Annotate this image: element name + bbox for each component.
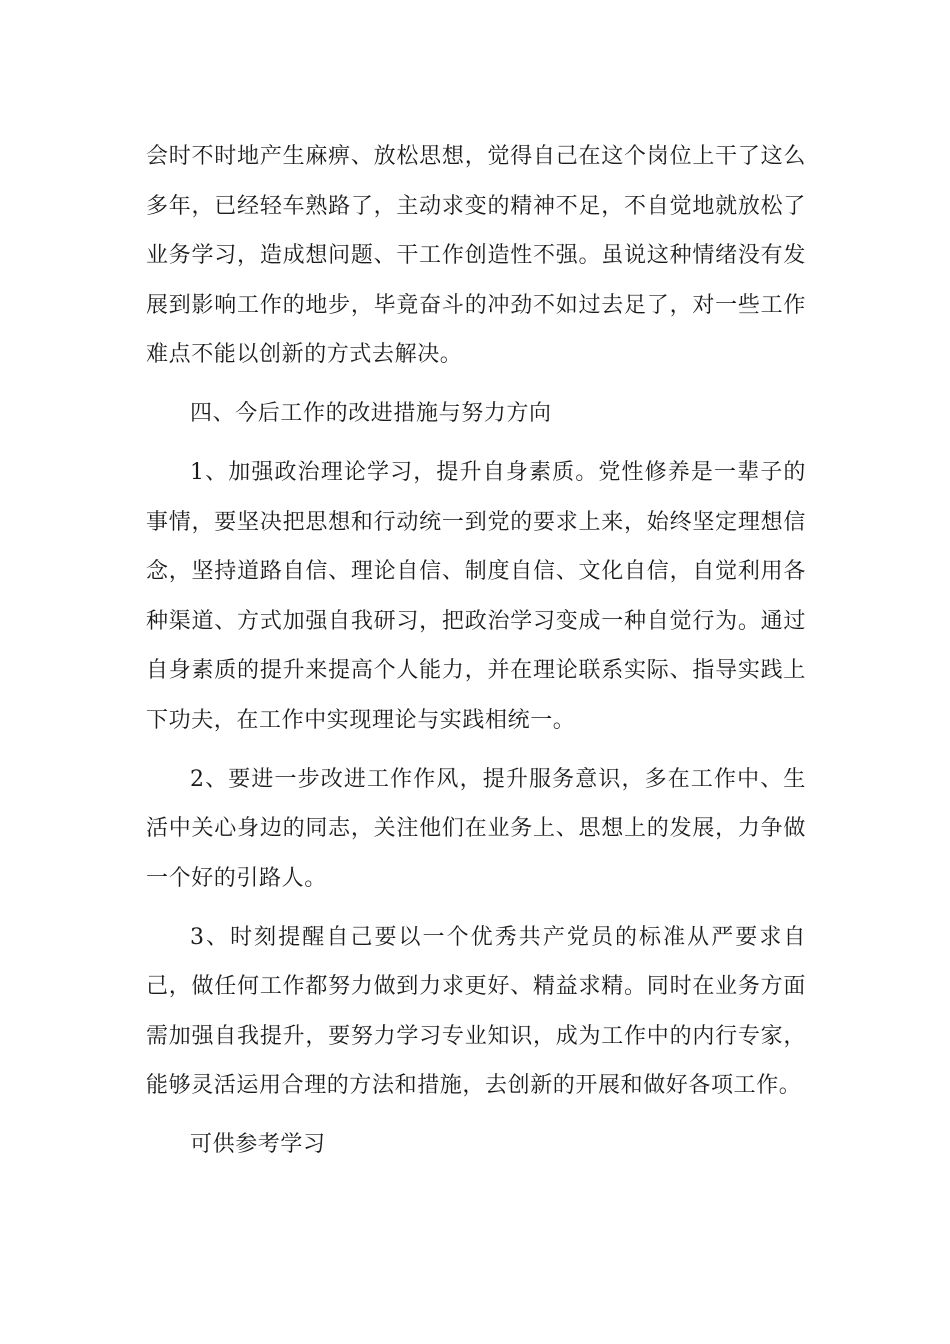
paragraph-item-2: 2、要进一步改进工作作风，提升服务意识，多在工作中、生活中关心身边的同志，关注他们在业务上、思想上的发展，力争做一个好的引路人。 (146, 766, 806, 891)
paragraph-item-3: 3、时刻提醒自己要以一个优秀共产党员的标准从严要求自己，做任何工作都努力做到力求更好、精益求精。同时在业务方面需加强自我提升，要努力学习专业知识，成为工作中的内行专家，能够灵活运用合理的方法和措施，去创新的开展和做好各项工作。 (146, 924, 806, 1098)
section-heading: 四、今后工作的改进措施与努力方向 (190, 401, 552, 426)
paragraph-continuation: 会时不时地产生麻痹、放松思想，觉得自己在这个岗位上干了这么多年，已经轻车熟路了，主动求变的精神不足，不自觉地就放松了业务学习，造成想问题、干工作创造性不强。虽说这种情绪没有发展到影响工作的地步，毕竟奋斗的冲劲不如过去足了，对一些工作难点不能以创新的方式去解决。 (146, 144, 806, 367)
paragraph-item-1: 1、加强政治理论学习，提升自身素质。党性修养是一辈子的事情，要坚决把思想和行动统一到党的要求上来，始终坚定理想信念，坚持道路自信、理论自信、制度自信、文化自信，自觉利用各种渠道、方式加强自我研习，把政治学习变成一种自觉行为。通过自身素质的提升来提高个人能力，并在理论联系实际、指导实践上下功夫，在工作中实现理论与实践相统一。 (146, 460, 806, 733)
document-body (146, 132, 806, 1179)
closing-note: 可供参考学习 (190, 1132, 326, 1157)
